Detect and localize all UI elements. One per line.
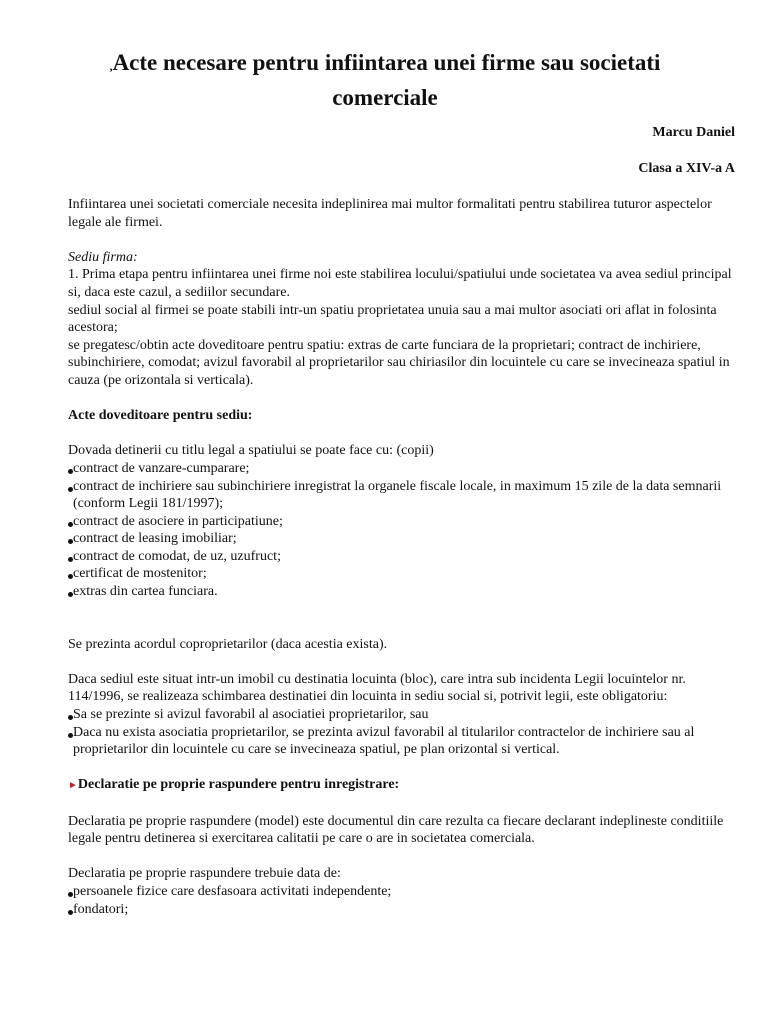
list-item: contract de comodat, de uz, uzufruct; bbox=[68, 548, 738, 566]
list-item: Sa se prezinte si avizul favorabil al asociatiei proprietarilor, sau bbox=[68, 706, 738, 724]
list-item: contract de vanzare-cumparare; bbox=[68, 460, 738, 478]
declaratie-paragraph-2: Declaratia pe proprie raspundere trebuie data de: bbox=[68, 866, 341, 882]
sediu-paragraph-3: se pregatesc/obtin acte doveditoare pentru spatiu: extras de carte funciara de la proprietari; contract de inchiriere, subinchiriere, comodat; avizul favorabil al proprietarilor sau chiriasilor din locuintele cu care se invecineaza spatiul in cauza (pe orizontala si verticala). bbox=[68, 337, 730, 388]
bloc-paragraph: Daca sediul este situat intr-un imobil cu destinatia locuinta (bloc), care intra sub incidenta Legii locuintelor nr. 114/1996, se realizeaza schimbarea destinatiei din locuinta in sediu social si, potrivit legii, este obligatoriu: bbox=[68, 671, 686, 705]
intro-paragraph: Infiintarea unei societati comerciale necesita indeplinirea mai multor formalitati pentru stabilirea tuturor aspectelor legale ale firmei. bbox=[68, 197, 712, 230]
class-name: Clasa a XIV-a A bbox=[638, 161, 735, 176]
declaratie-paragraph-1: Declaratia pe proprie raspundere (model) este documentul din care rezulta ca fiecare declarant indeplineste conditiile legale pentru detinerea si exercitarea calitatii pe care o are in societatea comerciala. bbox=[68, 813, 724, 847]
list-item: contract de leasing imobiliar; bbox=[68, 530, 738, 548]
title-text: Acte necesare pentru infiintarea unei firme sau societati comerciale bbox=[112, 50, 661, 110]
list-item: fondatori; bbox=[68, 901, 738, 919]
list-item: certificat de mostenitor; bbox=[68, 565, 738, 583]
declaratie-heading bbox=[68, 776, 738, 795]
declaratie-heading-text: Declaratie pe proprie raspundere pentru inregistrare: bbox=[77, 777, 400, 793]
list-item: contract de asociere in participatiune; bbox=[68, 513, 738, 531]
list-item: Daca nu exista asociatia proprietarilor, se prezinta avizul favorabil al titularilor contractelor de inchiriere sau al proprietarilor din locuintele cu care se invecineaza spatiul, pe plan orizontal si vertical. bbox=[68, 724, 738, 759]
sediu-paragraph-2: sediul social al firmei se poate stabili intr-un spatiu proprietatea unuia sau a mai multor asociati ori aflat in folosinta acestora; bbox=[68, 302, 717, 336]
triangle-marker-icon: ► bbox=[68, 780, 78, 792]
list-item: extras din cartea funciara. bbox=[68, 583, 738, 601]
document-title bbox=[90, 47, 680, 113]
sediu-paragraph-1: 1. Prima etapa pentru infiintarea unei firme noi este stabilirea locului/spatiului unde societatea va avea sediul principal si, daca este cazul, a sediilor secundare. bbox=[68, 267, 732, 300]
acte-lead: Dovada detinerii cu titlu legal a spatiului se poate face cu: (copii) bbox=[68, 443, 434, 459]
list-item: contract de inchiriere sau subinchiriere inregistrat la organele fiscale locale, in maximum 15 zile de la data semnarii (conform Legii 181/1997); bbox=[68, 478, 738, 513]
document-body bbox=[68, 196, 738, 918]
acte-heading: Acte doveditoare pentru sediu: bbox=[68, 408, 253, 424]
title-mark: , bbox=[109, 59, 113, 73]
list-item: persoanele fizice care desfasoara activitati independente; bbox=[68, 883, 738, 901]
sediu-heading: Sediu firma: bbox=[68, 249, 138, 265]
acord-paragraph: Se prezinta acordul coproprietarilor (daca acestia exista). bbox=[68, 636, 388, 652]
author-name: Marcu Daniel bbox=[652, 125, 735, 140]
